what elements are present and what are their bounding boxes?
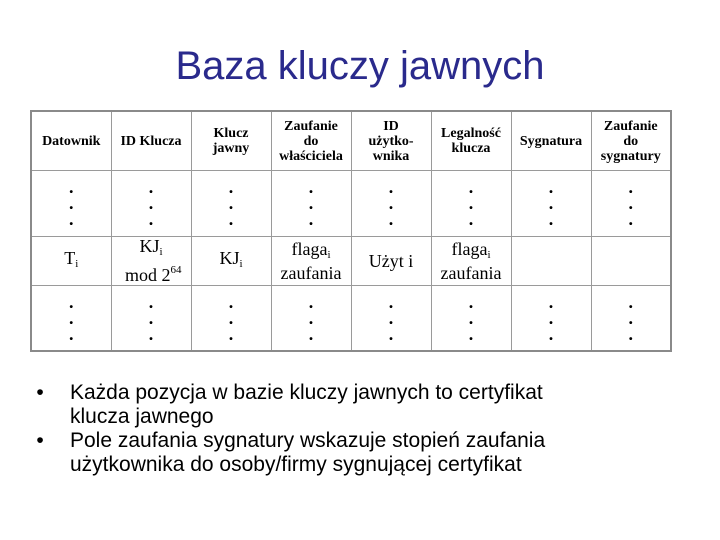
ellipsis-dot: . bbox=[628, 193, 633, 214]
key-table-wrapper bbox=[30, 110, 672, 352]
header-line: ID bbox=[383, 118, 399, 134]
bullet-item bbox=[30, 429, 690, 477]
ellipsis-dot: . bbox=[69, 177, 74, 198]
bullet-item bbox=[30, 381, 690, 429]
header-line: do bbox=[623, 133, 639, 149]
ellipsis-dot: . bbox=[228, 323, 234, 344]
header-line: użytko- bbox=[368, 133, 414, 149]
cell-superscript: 64 bbox=[170, 264, 182, 277]
header-id-uzytkownika bbox=[351, 111, 431, 171]
ellipsis-dot: . bbox=[308, 307, 314, 328]
ellipsis-dot: . bbox=[69, 209, 74, 230]
bullet-dot-icon: • bbox=[36, 381, 44, 404]
cell-text: zaufania bbox=[280, 262, 342, 283]
ellipsis-cell bbox=[191, 171, 271, 236]
ellipsis-cell bbox=[31, 285, 111, 351]
ellipsis-cell bbox=[191, 285, 271, 351]
bullet-text-line: Pole zaufania sygnatury wskazuje stopień zaufania bbox=[70, 429, 546, 452]
cell-text: flaga bbox=[291, 238, 328, 259]
cell-subscript: i bbox=[487, 248, 491, 261]
header-line: Klucz bbox=[213, 126, 249, 142]
ellipsis-cell bbox=[431, 171, 511, 236]
public-key-table bbox=[30, 110, 672, 352]
ellipsis-cell bbox=[591, 171, 671, 236]
cell-zaufanie-sygnatury bbox=[591, 236, 671, 285]
cell-zaufanie-wlasciciela bbox=[271, 236, 351, 285]
ellipsis-dot: . bbox=[228, 193, 234, 214]
ellipsis-dot: . bbox=[548, 177, 554, 198]
ellipsis-dot: . bbox=[628, 177, 633, 198]
cell-text: zaufania bbox=[440, 262, 502, 283]
header-line: Legalność bbox=[441, 126, 501, 142]
cell-subscript: i bbox=[239, 257, 243, 270]
ellipsis-dot: . bbox=[468, 291, 474, 312]
ellipsis-dot: . bbox=[468, 307, 474, 328]
ellipsis-dot: . bbox=[388, 209, 394, 230]
header-line: jawny bbox=[212, 141, 250, 157]
ellipsis-dot: . bbox=[628, 307, 633, 328]
cell-text: flaga bbox=[451, 238, 488, 259]
ellipsis-cell bbox=[271, 171, 351, 236]
ellipsis-cell bbox=[351, 285, 431, 351]
ellipsis-dot: . bbox=[468, 323, 474, 344]
ellipsis-row-top bbox=[31, 171, 671, 236]
ellipsis-dot: . bbox=[388, 193, 394, 214]
ellipsis-dot: . bbox=[308, 193, 314, 214]
page-title: Baza kluczy jawnych bbox=[175, 44, 545, 88]
ellipsis-cell bbox=[511, 171, 591, 236]
bullet-text-line: klucza jawnego bbox=[70, 405, 214, 428]
header-id-klucza bbox=[111, 111, 191, 171]
ellipsis-dot: . bbox=[548, 323, 554, 344]
ellipsis-dot: . bbox=[388, 307, 394, 328]
ellipsis-dot: . bbox=[388, 291, 394, 312]
bullet-text-line: użytkownika do osoby/firmy sygnującej certyfikat bbox=[70, 453, 522, 476]
table-row bbox=[31, 236, 671, 285]
header-line: klucza bbox=[451, 141, 491, 157]
header-legalnosc-klucza bbox=[431, 111, 511, 171]
ellipsis-cell bbox=[591, 285, 671, 351]
header-datownik bbox=[31, 111, 111, 171]
cell-text: KJ bbox=[139, 236, 160, 257]
ellipsis-dot: . bbox=[148, 291, 154, 312]
header-line: sygnatury bbox=[600, 148, 661, 164]
ellipsis-cell bbox=[431, 285, 511, 351]
ellipsis-dot: . bbox=[628, 291, 633, 312]
header-line: Datownik bbox=[42, 133, 101, 149]
ellipsis-dot: . bbox=[308, 177, 314, 198]
ellipsis-dot: . bbox=[468, 177, 474, 198]
ellipsis-dot: . bbox=[69, 323, 74, 344]
ellipsis-dot: . bbox=[148, 193, 154, 214]
ellipsis-cell bbox=[31, 171, 111, 236]
ellipsis-dot: . bbox=[148, 307, 154, 328]
cell-klucz-jawny bbox=[191, 236, 271, 285]
cell-subscript: i bbox=[327, 248, 331, 261]
ellipsis-cell bbox=[511, 285, 591, 351]
ellipsis-dot: . bbox=[548, 307, 554, 328]
cell-id-uzytkownika bbox=[351, 236, 431, 285]
ellipsis-cell bbox=[351, 171, 431, 236]
bullet-text-line: Każda pozycja w bazie kluczy jawnych to certyfikat bbox=[70, 381, 543, 404]
ellipsis-dot: . bbox=[308, 323, 314, 344]
ellipsis-dot: . bbox=[69, 291, 74, 312]
ellipsis-dot: . bbox=[548, 193, 554, 214]
ellipsis-dot: . bbox=[148, 177, 154, 198]
ellipsis-dot: . bbox=[468, 209, 474, 230]
header-row bbox=[31, 111, 671, 171]
ellipsis-dot: . bbox=[228, 209, 234, 230]
bullet-dot-icon: • bbox=[36, 429, 44, 452]
ellipsis-dot: . bbox=[388, 323, 394, 344]
header-klucz-jawny bbox=[191, 111, 271, 171]
ellipsis-dot: . bbox=[228, 291, 234, 312]
cell-text: Użyt i bbox=[368, 250, 414, 271]
cell-text: T bbox=[64, 247, 76, 268]
header-zaufanie-wlasciciela bbox=[271, 111, 351, 171]
header-sygnatura bbox=[511, 111, 591, 171]
ellipsis-cell bbox=[271, 285, 351, 351]
ellipsis-dot: . bbox=[468, 193, 474, 214]
ellipsis-dot: . bbox=[308, 209, 314, 230]
header-zaufanie-sygnatury bbox=[591, 111, 671, 171]
ellipsis-dot: . bbox=[628, 323, 633, 344]
cell-id-klucza bbox=[111, 236, 191, 285]
ellipsis-dot: . bbox=[69, 193, 74, 214]
ellipsis-dot: . bbox=[388, 177, 394, 198]
header-line: Sygnatura bbox=[519, 133, 583, 149]
header-line: Zaufanie bbox=[284, 118, 338, 134]
cell-sygnatura bbox=[511, 236, 591, 285]
header-line: wnika bbox=[372, 148, 410, 164]
ellipsis-dot: . bbox=[228, 177, 234, 198]
ellipsis-cell bbox=[111, 285, 191, 351]
cell-subscript: i bbox=[159, 246, 163, 259]
ellipsis-dot: . bbox=[548, 209, 554, 230]
ellipsis-dot: . bbox=[548, 291, 554, 312]
header-line: do bbox=[303, 133, 319, 149]
ellipsis-dot: . bbox=[628, 209, 633, 230]
ellipsis-row-bottom bbox=[31, 285, 671, 351]
cell-datownik bbox=[31, 236, 111, 285]
bullet-list bbox=[30, 381, 690, 477]
cell-text: mod 2 bbox=[120, 265, 171, 286]
cell-text: KJ bbox=[219, 247, 240, 268]
header-line: ID Klucza bbox=[120, 133, 182, 149]
header-line: Zaufanie bbox=[603, 118, 658, 134]
ellipsis-dot: . bbox=[308, 291, 314, 312]
ellipsis-dot: . bbox=[148, 209, 154, 230]
cell-subscript: i bbox=[75, 257, 79, 270]
header-line: właściciela bbox=[279, 148, 343, 164]
cell-legalnosc-klucza bbox=[431, 236, 511, 285]
ellipsis-dot: . bbox=[148, 323, 154, 344]
ellipsis-dot: . bbox=[228, 307, 234, 328]
ellipsis-cell bbox=[111, 171, 191, 236]
ellipsis-dot: . bbox=[69, 307, 74, 328]
